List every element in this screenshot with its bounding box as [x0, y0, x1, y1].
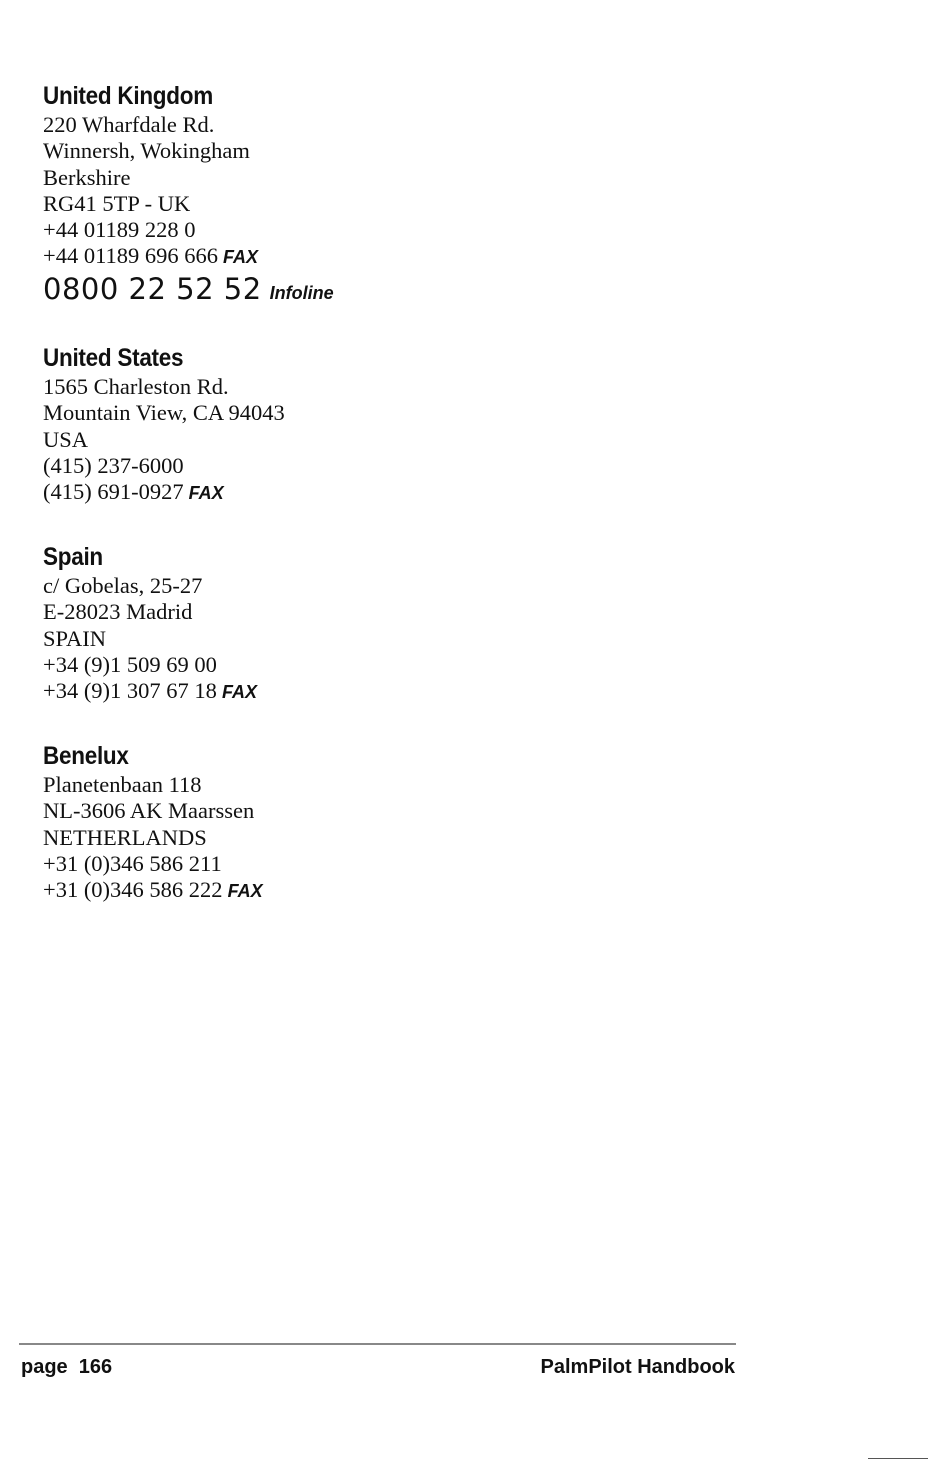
- fax-number: (415) 691-0927: [43, 479, 184, 505]
- infoline-label: Infoline: [269, 282, 334, 303]
- fax-number: +44 01189 696 666: [43, 243, 218, 269]
- address-line: Mountain View, CA 94043: [43, 400, 285, 426]
- address-line: 220 Wharfdale Rd.: [43, 112, 215, 137]
- fax-line: [43, 877, 463, 904]
- address-line: Winnersh, Wokingham: [43, 138, 250, 164]
- fax-label: FAX: [188, 483, 224, 504]
- address-line: E-28023 Madrid: [43, 599, 193, 625]
- page-number: page 166: [21, 1356, 113, 1378]
- infoline-number: 0800 22 52 52: [43, 271, 262, 306]
- book-title: PalmPilot Handbook: [540, 1356, 735, 1378]
- office-united-states: [43, 342, 463, 506]
- footer-divider: [19, 1343, 736, 1345]
- address-line: Berkshire: [43, 164, 131, 190]
- address-line: c/ Gobelas, 25-27: [43, 573, 203, 598]
- address-line: 1565 Charleston Rd.: [43, 374, 229, 399]
- infoline-line: [43, 271, 463, 311]
- phone-number: (415) 237-6000: [43, 452, 184, 478]
- fax-line: [43, 678, 463, 705]
- corner-rule: [868, 1458, 928, 1459]
- fax-label: FAX: [221, 682, 257, 703]
- fax-number: +31 (0)346 586 222: [43, 877, 223, 903]
- fax-line: [43, 479, 463, 506]
- phone-number: +44 01189 228 0: [43, 217, 196, 243]
- office-spain: [43, 541, 463, 705]
- fax-label: FAX: [222, 247, 258, 268]
- office-benelux: [43, 740, 463, 904]
- fax-number: +34 (9)1 307 67 18: [43, 678, 217, 704]
- address-line: USA: [43, 426, 89, 452]
- office-heading: United States: [43, 344, 184, 372]
- address-line: NL-3606 AK Maarssen: [43, 798, 255, 824]
- office-heading: United Kingdom: [43, 82, 213, 110]
- phone-number: +31 (0)346 586 211: [43, 850, 222, 876]
- address-line: RG41 5TP - UK: [43, 190, 191, 216]
- address-line: SPAIN: [43, 625, 106, 651]
- fax-line: [43, 243, 463, 270]
- phone-number: +34 (9)1 509 69 00: [43, 651, 217, 677]
- office-united-kingdom: [43, 80, 463, 311]
- office-heading: Spain: [43, 543, 103, 571]
- office-heading: Benelux: [43, 742, 129, 770]
- fax-label: FAX: [227, 881, 263, 902]
- address-line: Planetenbaan 118: [43, 772, 202, 797]
- address-line: NETHERLANDS: [43, 824, 207, 850]
